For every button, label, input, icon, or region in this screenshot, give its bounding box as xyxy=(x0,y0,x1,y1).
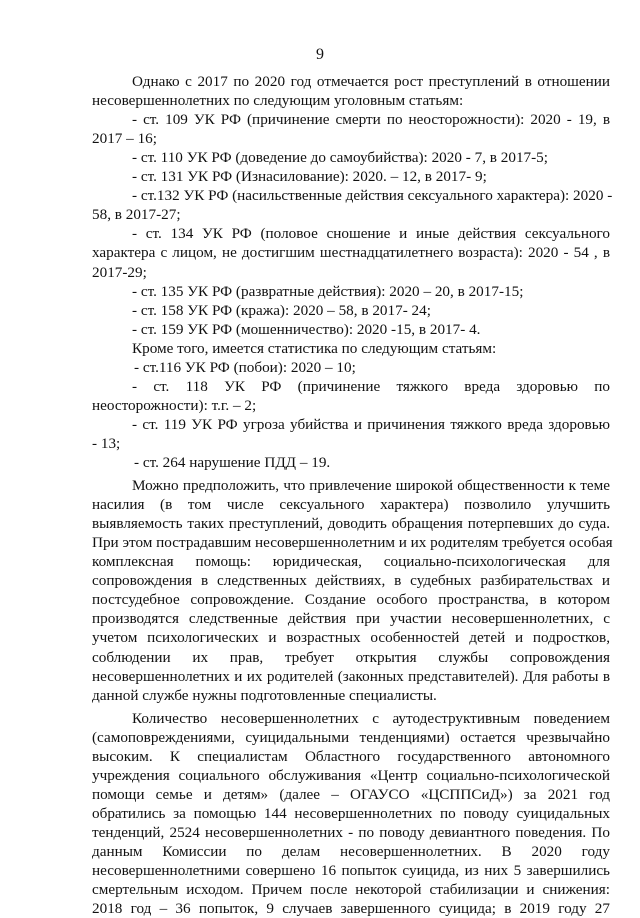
page-number: 9 xyxy=(316,46,324,63)
text-line: 58, в 2017-27; xyxy=(92,206,181,224)
text-line: неосторожности): т.г. – 2; xyxy=(92,396,257,414)
text-line: При этом пострадавшим несовершеннолетним и их родителям требуется особая xyxy=(92,534,613,552)
text-line: обратились за помощью 144 несовершеннолетних по поводу суицидальных xyxy=(92,804,610,822)
text-line: (самоповреждениями, суицидальными тенденциями) остается чрезвычайно xyxy=(92,728,610,746)
text-line: смертельным исходом. Причем после некоторой стабилизации и снижения: xyxy=(92,881,610,899)
text-line: Кроме того, имеется статистика по следующим статьям: xyxy=(132,339,497,357)
text-line: несовершеннолетних и их родителей (законных представителей). Для работы в xyxy=(92,667,610,685)
text-line: - ст. 118 УК РФ (причинение тяжкого вреда здоровью по xyxy=(132,377,610,395)
text-line: - ст. 119 УК РФ угроза убийства и причинения тяжкого вреда здоровью xyxy=(132,415,610,433)
text-line: - ст.116 УК РФ (побои): 2020 – 10; xyxy=(134,358,356,376)
text-line: соблюдении их прав, требует открытия службы сопровождения xyxy=(92,648,610,666)
text-line: 2018 год – 36 попыток, 9 случаев завершенного суицида; в 2019 году 27 xyxy=(92,900,610,918)
text-line: - ст. 110 УК РФ (доведение до самоубийства): 2020 - 7, в 2017-5; xyxy=(132,149,548,167)
text-line: комплексная помощь: юридическая, социально-психологическая для xyxy=(92,553,610,571)
text-line: 2017 – 16; xyxy=(92,130,157,148)
text-line: 2017-29; xyxy=(92,263,147,281)
text-line: - ст. 135 УК РФ (развратные действия): 2020 – 20, в 2017-15; xyxy=(132,282,524,300)
text-line: несовершеннолетними совершено 16 попыток суицида, из них 5 завершились xyxy=(92,862,610,880)
text-line: - ст. 158 УК РФ (кража): 2020 – 58, в 2017- 24; xyxy=(132,301,431,319)
text-line: выявляемость таких преступлений, доводить обращения потерпевших до суда. xyxy=(92,515,610,533)
text-line: учетом психологических и возрастных особенностей детей и подростков, xyxy=(92,629,610,647)
text-line: тенденций, 2524 несовершеннолетних - по поводу девиантного поведения. По xyxy=(92,823,610,841)
text-line: Можно предположить, что привлечение широкой общественности к теме xyxy=(132,477,610,495)
text-line: Количество несовершеннолетних с аутодеструктивным поведением xyxy=(132,709,610,727)
text-line: сопровождения в следственных действиях, в судебных разбирательствах и xyxy=(92,572,610,590)
text-line: производятся следственные действия при участии несовершеннолетних, с xyxy=(92,610,610,628)
text-line: постсудебное сопровождение. Создание особого пространства, в котором xyxy=(92,591,610,609)
text-line: - ст. 131 УК РФ (Изнасилование): 2020. – 12, в 2017- 9; xyxy=(132,168,487,186)
text-line: высоким. К специалистам Областного государственного автономного xyxy=(92,747,610,765)
text-line: несовершеннолетних по следующим уголовным статьям: xyxy=(92,92,464,110)
text-line: учреждения социального обслуживания «Центр социально-психологической xyxy=(92,766,610,784)
text-line: помощи семье и детям» (далее – ОГАУСО «ЦСППСиД») за 2021 год xyxy=(92,785,610,803)
text-line: данным Комиссии по делам несовершеннолетних. В 2020 году xyxy=(92,843,610,860)
text-line: - ст.132 УК РФ (насильственные действия сексуального характера): 2020 - xyxy=(132,187,613,205)
text-line: данной службе нужны подготовленные специалисты. xyxy=(92,686,437,704)
text-line: - ст. 134 УК РФ (половое сношение и иные действия сексуального xyxy=(132,225,610,243)
text-line: Однако с 2017 по 2020 год отмечается рост преступлений в отношении xyxy=(132,73,610,90)
text-line: - ст. 159 УК РФ (мошенничество): 2020 -15, в 2017- 4. xyxy=(132,320,481,338)
text-line: - ст. 264 нарушение ПДД – 19. xyxy=(134,454,331,471)
text-line: - 13; xyxy=(92,434,121,452)
text-line: характера с лицом, не достигшим шестнадцатилетнего возраста): 2020 - 54 , в xyxy=(92,244,610,262)
text-line: - ст. 109 УК РФ (причинение смерти по неосторожности): 2020 - 19, в xyxy=(132,111,610,129)
text-line: насилия (в том числе сексуального характера) позволило улучшить xyxy=(92,496,610,514)
